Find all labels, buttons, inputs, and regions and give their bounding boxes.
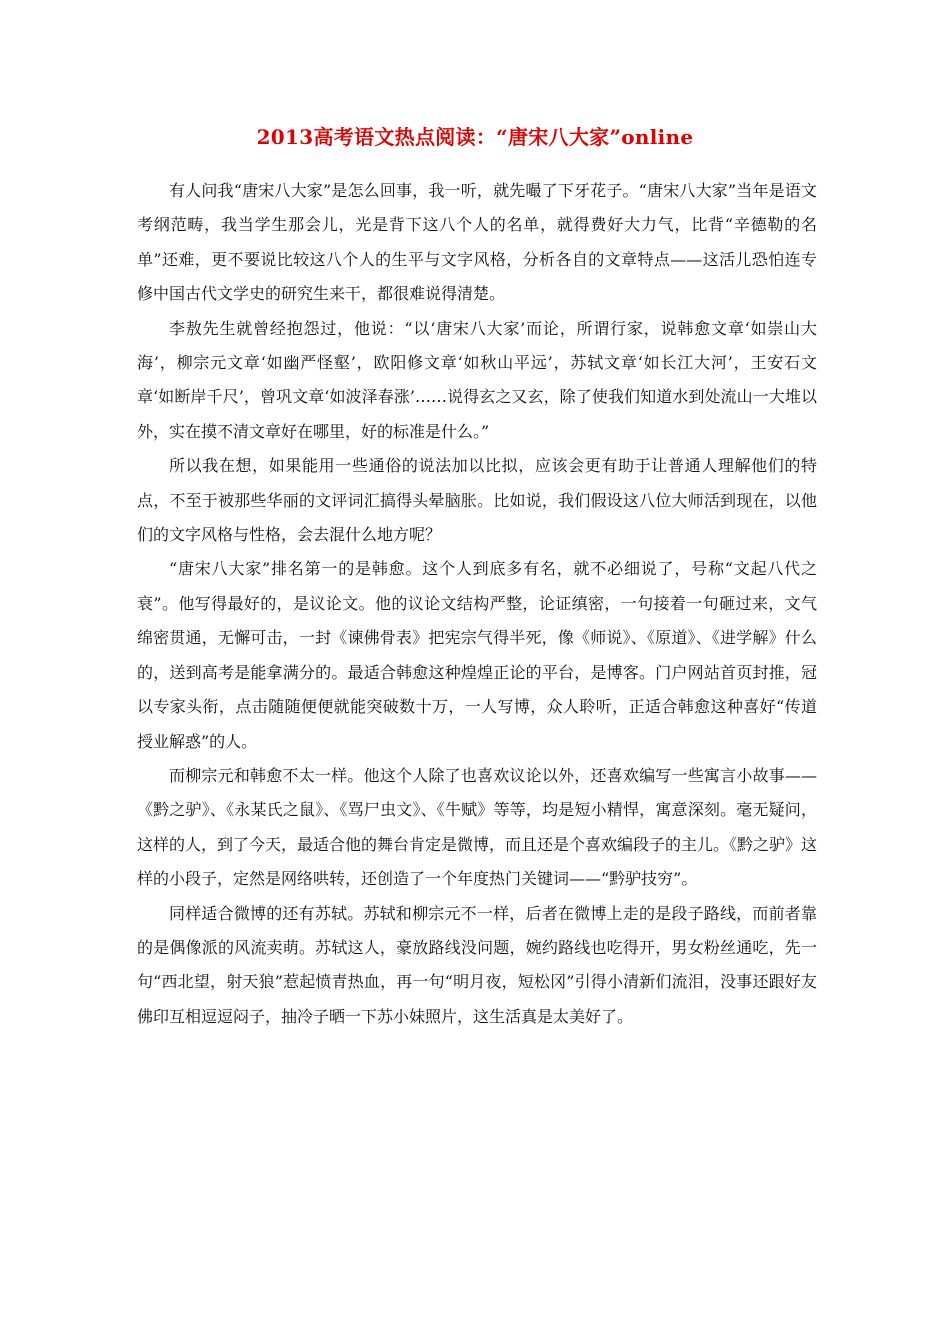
paragraph: 所以我在想，如果能用一些通俗的说法加以比拟，应该会更有助于让普通人理解他们的特点，不至于被那些华丽的文评词汇搞得头晕脑胀。比如说，我们假设这八位大师活到现在，以他们的文字风格与性格，会去混什么地方呢？: [137, 456, 817, 545]
document-title: 2013高考语文热点阅读：“唐宋八大家”online: [256, 125, 694, 149]
paragraph: 李敖先生就曾经抱怨过，他说：“以‘唐宋八大家’而论，所谓行家，说韩愈文章‘如崇山大海’，柳宗元文章‘如幽严怪壑’，欧阳修文章‘如秋山平远’，苏轼文章‘如长江大河’，王安石文章‘如断岸千尺’，曾巩文章‘如波泽春涨’……说得玄之又玄，除了使我们知道水到处流山一大堆以外，实在摸不清文章好在哪里，好的标准是什么。”: [137, 318, 817, 441]
paragraph: 而柳宗元和韩愈不太一样。他这个人除了也喜欢议论以外，还喜欢编写一些寓言小故事——《黔之驴》、《永某氏之鼠》、《骂尸虫文》、《牛赋》等等，均是短小精悍，寓意深刻。毫无疑问，这样的人，到了今天，最适合他的舞台肯定是微博，而且还是个喜欢编段子的主儿。《黔之驴》这样的小段子，定然是网络哄转，还创造了一个年度热门关键词——“黔驴技穷”。: [137, 765, 818, 889]
paragraph: “唐宋八大家”排名第一的是韩愈。这个人到底多有名，就不必细说了，号称“文起八代之衰”。他写得最好的，是议论文。他的议论文结构严整，论证缜密，一句接着一句砸过来，文气绵密贯通，无懈可击，一封《谏佛骨表》把宪宗气得半死，像《师说》、《原道》、《进学解》什么的，送到高考是能拿满分的。最适合韩愈这种煌煌正论的平台，是博客。门户网站首页封推，冠以专家头衔，点击随随便便就能突破数十万，一人写博，众人聆听，正适合韩愈这种喜好“传道授业解惑”的人。: [137, 559, 817, 751]
paragraph: 有人问我“唐宋八大家”是怎么回事，我一听，就先嘬了下牙花子。“唐宋八大家”当年是语文考纲范畴，我当学生那会儿，光是背下这八个人的名单，就得费好大力气，比背“辛德勒的名单”还难，更不要说比较这八个人的生平与文字风格，分析各自的文章特点——这活儿恐怕连专修中国古代文学史的研究生来干，都很难说得清楚。: [137, 181, 817, 304]
document-body: [137, 174, 817, 1034]
paragraph: 同样适合微博的还有苏轼。苏轼和柳宗元不一样，后者在微博上走的是段子路线，而前者靠的是偶像派的风流卖萌。苏轼这人，豪放路线没问题，婉约路线也吃得开，男女粉丝通吃，先一句“西北望，射天狼”惹起愤青热血，再一句“明月夜，短松冈”引得小清新们流泪，没事还跟好友佛印互相逗逗闷子，抽冷子晒一下苏小妹照片，这生活真是太美好了。: [137, 903, 817, 1026]
